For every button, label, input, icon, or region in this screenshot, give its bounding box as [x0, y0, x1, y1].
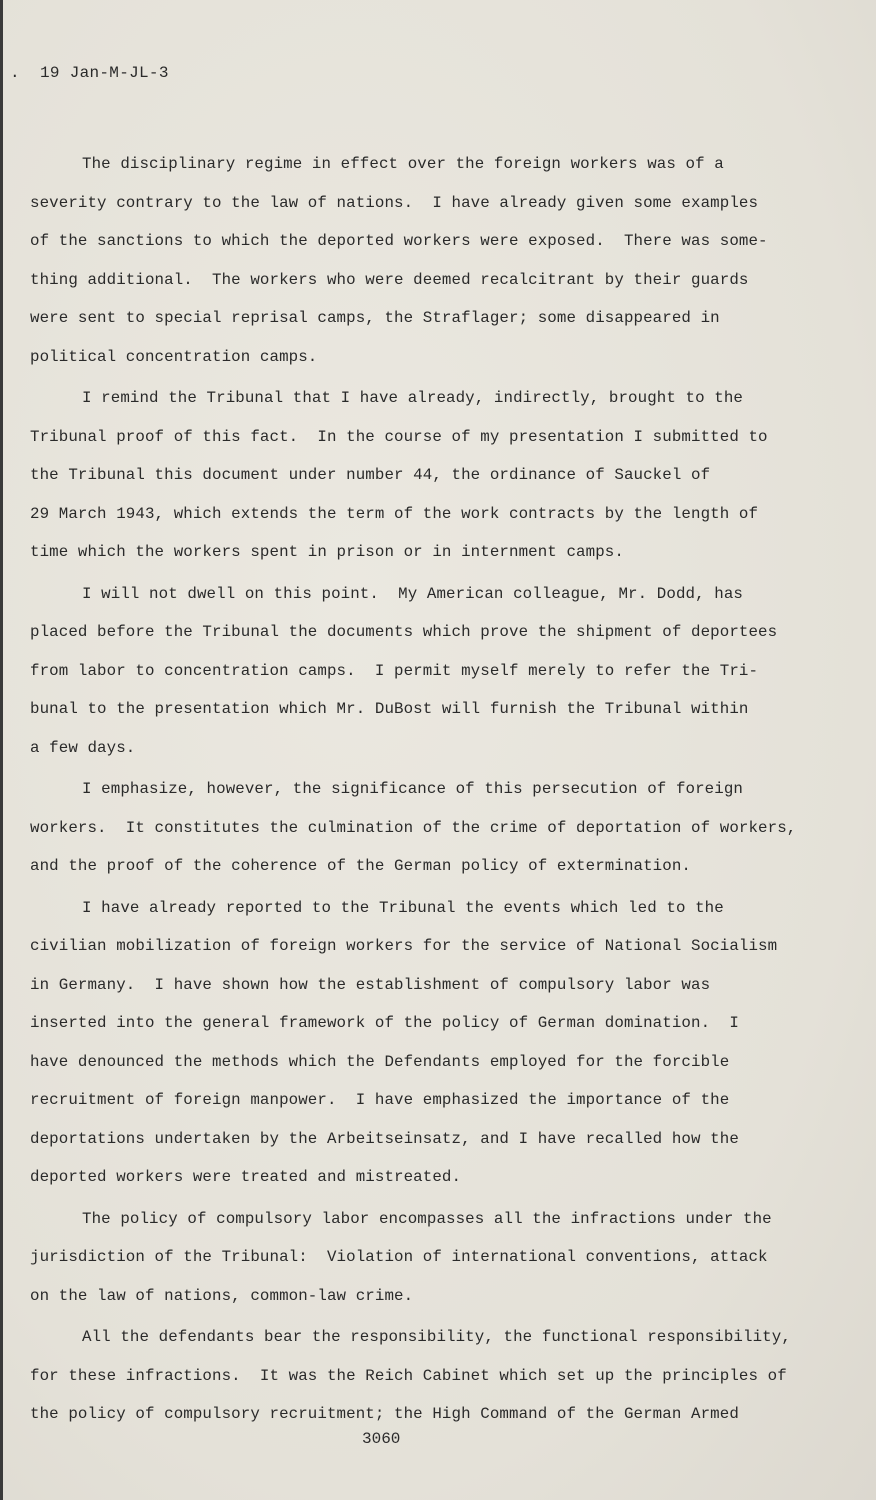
paragraph [30, 1318, 830, 1434]
page-number: 3060 [362, 1430, 401, 1448]
text-line: thing additional. The workers who were deemed recalcitrant by their guards [30, 270, 749, 289]
text-line: were sent to special reprisal camps, the Straflager; some disappeared in [30, 309, 720, 327]
text-line: I remind the Tribunal that I have already, indirectly, brought to the [82, 389, 743, 407]
paragraph [30, 1200, 830, 1316]
document-body [30, 145, 830, 1437]
text-line: and the proof of the coherence of the German policy of extermination. [30, 857, 691, 875]
text-line: I have already reported to the Tribunal the events which led to the [82, 898, 724, 917]
text-line: bunal to the presentation which Mr. DuBost will furnish the Tribunal within [30, 700, 749, 718]
paragraph [30, 379, 830, 572]
page-edge [0, 0, 3, 1500]
paragraph [30, 145, 830, 376]
text-line: 29 March 1943, which extends the term of the work contracts by the length of [30, 504, 759, 523]
text-line: All the defendants bear the responsibility, the functional responsibility, [82, 1328, 791, 1346]
text-line: deportations undertaken by the Arbeitseinsatz, and I have recalled how the [30, 1129, 739, 1148]
text-line: Tribunal proof of this fact. In the course of my presentation I submitted to [30, 427, 768, 446]
text-line: deported workers were treated and mistreated. [30, 1168, 462, 1186]
text-line: from labor to concentration camps. I permit myself merely to refer the Tri- [30, 661, 759, 680]
text-line: jurisdiction of the Tribunal: Violation of international conventions, attack [30, 1248, 768, 1266]
text-line: civilian mobilization of foreign workers for the service of National Socialism [30, 937, 778, 955]
text-line: in Germany. I have shown how the establishment of compulsory labor was [30, 975, 711, 994]
text-line: a few days. [30, 738, 136, 757]
text-line: The policy of compulsory labor encompasses all the infractions under the [82, 1209, 772, 1228]
text-line: I emphasize, however, the significance of this persecution of foreign [82, 780, 743, 798]
text-line: on the law of nations, common-law crime. [30, 1286, 414, 1305]
paragraph [30, 889, 830, 1197]
text-line: the policy of compulsory recruitment; the High Command of the German Armed [30, 1405, 739, 1423]
paragraph [30, 770, 830, 886]
text-line: the Tribunal this document under number 44, the ordinance of Sauckel of [30, 466, 711, 484]
margin-mark: . [10, 64, 20, 82]
text-line: placed before the Tribunal the documents which prove the shipment of deportees [30, 623, 778, 641]
text-line: I will not dwell on this point. My American colleague, Mr. Dodd, has [82, 584, 743, 603]
text-line: severity contrary to the law of nations. I have already given some examples [30, 193, 759, 212]
text-line: for these infractions. It was the Reich Cabinet which set up the principles of [30, 1366, 787, 1385]
text-line: The disciplinary regime in effect over the foreign workers was of a [82, 155, 724, 173]
document-reference: 19 Jan-M-JL-3 [40, 64, 169, 82]
text-line: political concentration camps. [30, 347, 318, 366]
text-line: have denounced the methods which the Defendants employed for the forcible [30, 1052, 730, 1071]
text-line: workers. It constitutes the culmination of the crime of deportation of workers, [30, 818, 797, 837]
text-line: inserted into the general framework of the policy of German domination. I [30, 1014, 739, 1032]
text-line: of the sanctions to which the deported workers were exposed. There was some- [30, 232, 768, 250]
text-line: recruitment of foreign manpower. I have emphasized the importance of the [30, 1091, 730, 1109]
paragraph [30, 575, 830, 768]
text-line: time which the workers spent in prison or in internment camps. [30, 543, 624, 561]
